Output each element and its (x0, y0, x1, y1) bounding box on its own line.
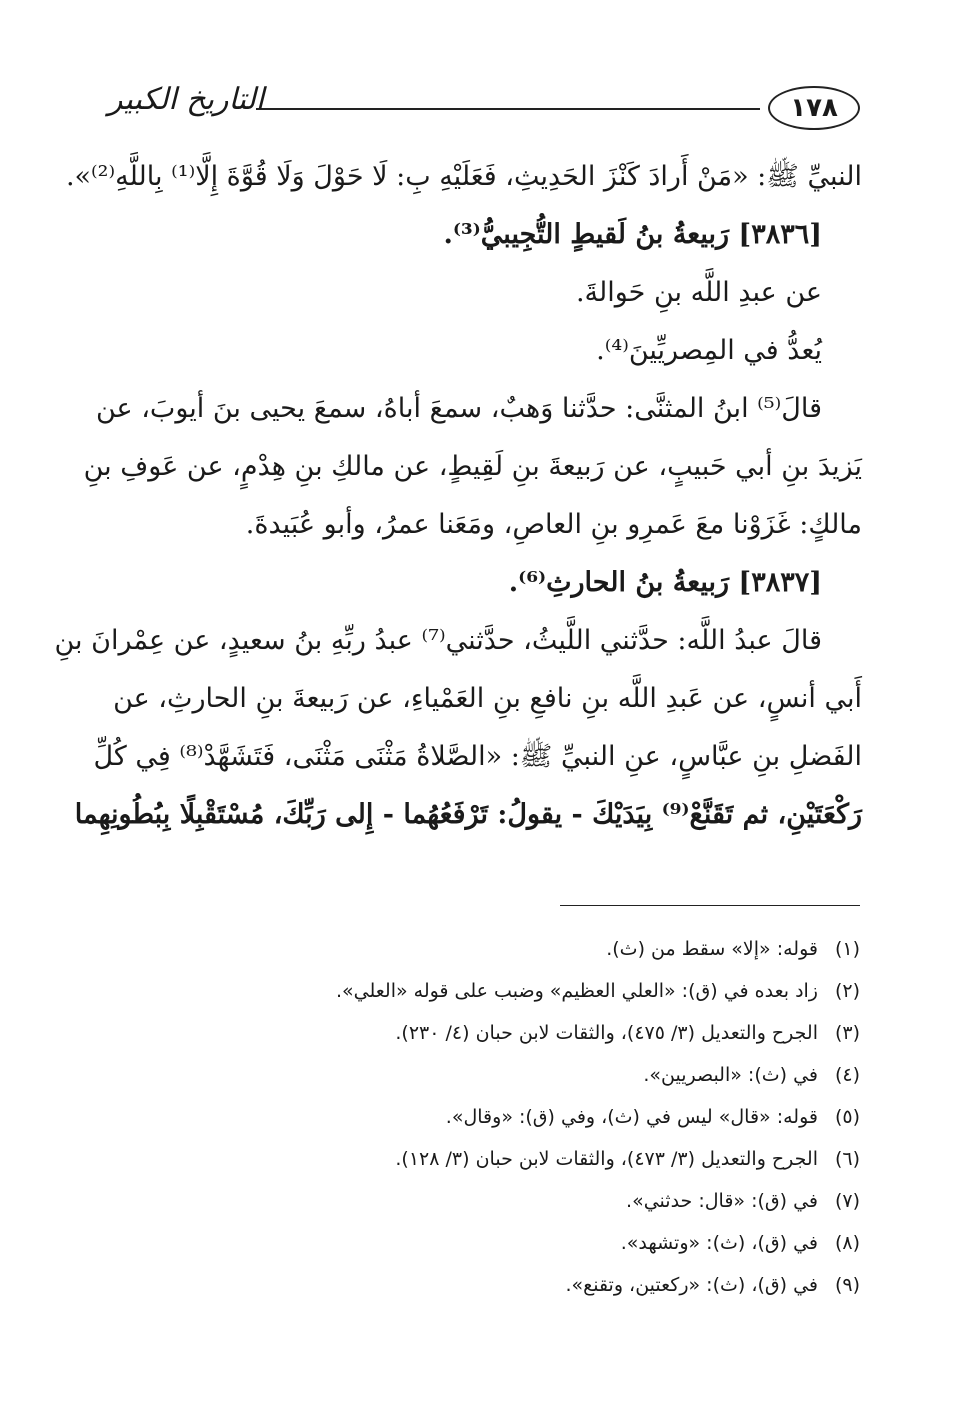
footnote (200, 1054, 860, 1096)
footnote-number: (٧) (834, 1190, 860, 1212)
footnote (200, 1012, 860, 1054)
page-header (108, 82, 860, 142)
footnote (200, 1222, 860, 1264)
footnote (200, 1264, 860, 1306)
text-line: رَكْعَتَيْنِ، ثم تَقَنَّعْ⁽⁹⁾ بِيَدَيْكَ - يقولُ: تَرْفَعُهُما - إِلى رَبِّكَ، مُسْتَقْبِلًا بِبُطُونِهِما (74, 799, 862, 830)
text-line: قالَ⁽⁵⁾ ابنُ المثنَّى: حدَّثنا وَهبٌ، سمعَ أباهُ، سمعَ يحيى بنَ أيوبَ، عن (95, 393, 822, 424)
footnote-text: في (ق): «قال: حدثني». (626, 1190, 818, 1212)
footnote-text: في (ق)، (ث): «ركعتين، وتقنع». (565, 1274, 818, 1296)
footnote-number: (٣) (834, 1022, 860, 1044)
entry-heading: [٣٨٣٦] رَبيعةُ بنُ لَقيطٍ التُّجِيبيُّ⁽³⁾. (443, 219, 822, 250)
main-text (54, 148, 862, 844)
footnote-text: في (ث): «البصريين». (643, 1064, 818, 1086)
text-line: النبيِّ ﷺ: «مَنْ أَرادَ كَنْزَ الحَدِيثِ، فَعَلَيْهِ بِ: لَا حَوْلَ وَلَا قُوَّةَ إِلَّا⁽¹⁾ بِاللَّهِ⁽²⁾». (65, 161, 862, 192)
footnote-text: الجرح والتعديل (٣/ ٤٧٣)، والثقات لابن حبان (٣/ ١٢٨). (395, 1148, 818, 1170)
footnote-text: قوله: «قال» ليس في (ث)، وفي (ق): «وقال». (445, 1106, 818, 1128)
footnote-number: (٤) (834, 1064, 860, 1086)
footnote-number: (٩) (834, 1274, 860, 1296)
text-line: أَبي أنسٍ، عن عَبدِ اللَّه بنِ نافعِ بنِ العَمْياءِ، عن رَبيعةَ بنِ الحارثِ، عن (113, 683, 862, 714)
footnote (200, 1096, 860, 1138)
footnote-divider (560, 905, 860, 906)
footnote-number: (٨) (834, 1232, 860, 1254)
text-line: مالكٍ: غَزَوْنا معَ عَمرِو بنِ العاصِ، ومَعَنا عمرُ، وأبو عُبَيدةَ. (245, 509, 862, 540)
footnote-text: الجرح والتعديل (٣/ ٤٧٥)، والثقات لابن حبان (٤/ ٢٣٠). (395, 1022, 818, 1044)
footnote-number: (٦) (834, 1148, 860, 1170)
footnote-number: (٢) (834, 980, 860, 1002)
text-line: الفَضلِ بنِ عبَّاسٍ، عنِ النبيِّ ﷺ: «الصَّلاةُ مَثْنَى مَثْنَى، فَتَشَهَّدْ⁽⁸⁾ فِي كُلِّ (93, 741, 862, 772)
footnotes (200, 928, 860, 1306)
footnote-number: (٥) (834, 1106, 860, 1128)
text-line: عن عبدِ اللَّه بنِ حَوالةَ. (575, 277, 822, 308)
footnote (200, 1138, 860, 1180)
text-line: قالَ عبدُ اللَّه: حدَّثني اللَّيثُ، حدَّثني⁽⁷⁾ عبدُ ربِّهِ بنُ سعيدٍ، عن عِمْرانَ بنِ (54, 625, 822, 656)
header-divider (256, 108, 760, 110)
footnote (200, 928, 860, 970)
text-line: يَزيدَ بنِ أبي حَبيبٍ، عن رَبيعةَ بنِ لَقِيطٍ، عن مالكِ بنِ هِدْمٍ، عن عَوفِ بنِ (83, 451, 862, 482)
running-title: التاريخ الكبير (108, 82, 265, 117)
footnote-number: (١) (834, 938, 860, 960)
footnote (200, 1180, 860, 1222)
text-line: يُعدُّ في المِصريِّينَ⁽⁴⁾. (596, 335, 822, 366)
footnote (200, 970, 860, 1012)
footnote-text: في (ق)، (ث): «وتشهد». (620, 1232, 818, 1254)
footnote-text: زاد بعده في (ق): «العلي العظيم» وضبب على قوله «العلي». (335, 980, 818, 1002)
entry-heading: [٣٨٣٧] رَبيعةُ بنُ الحارثِ⁽⁶⁾. (508, 567, 822, 598)
footnote-text: قوله: «إلا» سقط من (ث). (606, 938, 818, 960)
page-number: ١٧٨ (768, 86, 860, 130)
